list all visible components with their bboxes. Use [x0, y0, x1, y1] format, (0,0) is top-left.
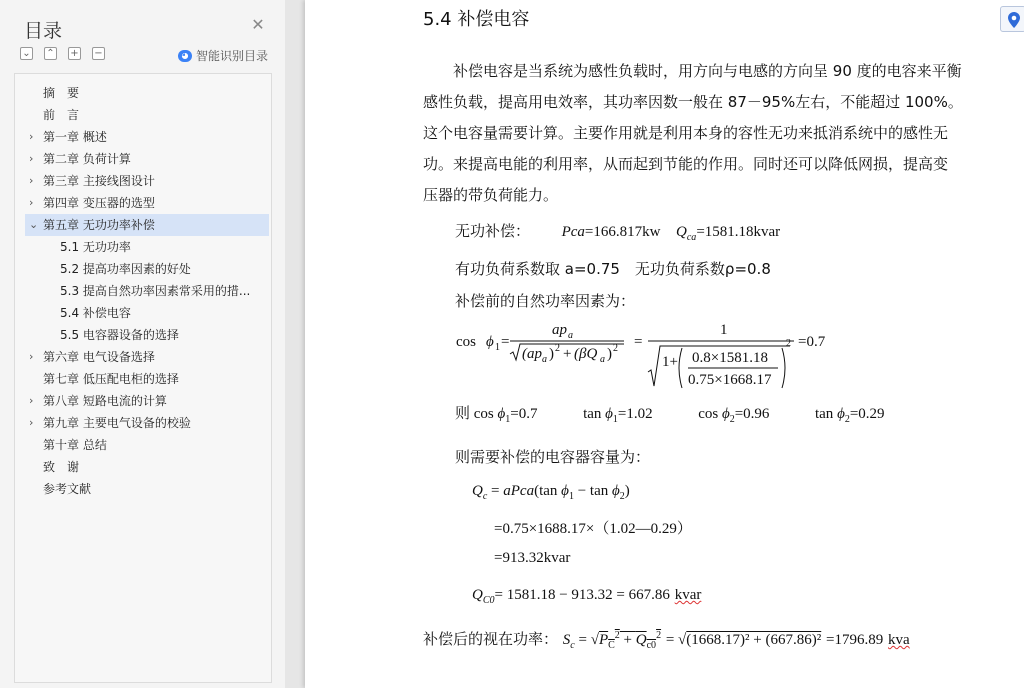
frac-denominator: 0.75×1668.17	[688, 372, 772, 388]
toc-item-label: 第六章 电气设备选择	[43, 350, 155, 364]
body-paragraph-line: 补偿电容是当系统为感性负载时，用方向与电感的方向呈 90 度的电容来平衡	[423, 62, 962, 80]
toc-toolbar	[20, 47, 105, 60]
toc-item-label: 第九章 主要电气设备的校验	[43, 416, 191, 430]
apparent-unit: kva	[888, 632, 910, 648]
svg-text:+: +	[563, 346, 572, 362]
cos1-value: =0.7	[510, 406, 538, 422]
toc-item-label: 5.1 无功功率	[60, 240, 131, 254]
svg-text:): )	[607, 346, 612, 362]
toc-item-label: 前 言	[43, 108, 80, 122]
toc-item[interactable]	[25, 148, 269, 170]
toc-item[interactable]	[25, 456, 269, 478]
toc-item-label: 5.2 提高功率因素的好处	[60, 262, 191, 276]
apparent-radicand: (1668.17)² + (667.86)²	[686, 632, 822, 648]
toc-title: 目录	[24, 20, 63, 42]
toc-item-label: 5.4 补偿电容	[60, 306, 131, 320]
svg-text:a: a	[542, 354, 547, 365]
location-pin-icon[interactable]	[1000, 6, 1024, 32]
svg-text:a: a	[568, 330, 573, 341]
chevron-right-icon[interactable]: ›	[29, 196, 34, 209]
toc-item-label: 摘 要	[43, 86, 80, 100]
add-heading-icon[interactable]: +	[68, 47, 81, 60]
pca-value: =166.817kw	[584, 224, 661, 240]
toc-item-label: 第三章 主接线图设计	[43, 174, 155, 188]
expand-all-icon[interactable]: ⌃	[44, 47, 57, 60]
toc-item-label: 5.3 提高自然功率因素常采用的措...	[60, 284, 251, 298]
toc-item[interactable]	[25, 104, 269, 126]
toc-item[interactable]	[25, 324, 269, 346]
qca-value: =1581.18kvar	[696, 224, 781, 240]
collapse-all-icon[interactable]: ⌄	[20, 47, 33, 60]
toc-item[interactable]	[25, 192, 269, 214]
toc-item[interactable]	[25, 258, 269, 280]
svg-text:): )	[549, 346, 554, 362]
svg-text:2: 2	[786, 338, 791, 349]
frac-numerator: 0.8×1581.18	[692, 350, 768, 366]
section-heading: 5.4 补偿电容	[423, 9, 530, 30]
cos-phi-formula	[452, 316, 852, 394]
toc-item[interactable]	[25, 302, 269, 324]
toc-item[interactable]	[25, 170, 269, 192]
toc-sidebar	[0, 0, 285, 688]
toc-item-label: 第一章 概述	[43, 130, 107, 144]
svg-text:=: =	[634, 334, 643, 350]
tan2-value: =0.29	[849, 406, 885, 422]
then-prefix: 则	[455, 404, 471, 422]
svg-text:(ap: (ap	[522, 346, 542, 362]
toc-item[interactable]	[25, 214, 269, 236]
toc-item-label: 参考文献	[43, 482, 92, 496]
qc0-unit: kvar	[674, 587, 702, 603]
svg-text:=: =	[501, 334, 510, 350]
calc-line-2: =913.32kvar	[494, 550, 571, 566]
toc-item[interactable]	[25, 82, 269, 104]
smart-toc-label: 智能识别目录	[196, 49, 269, 63]
chevron-right-icon[interactable]: ›	[29, 394, 34, 407]
svg-text:ϕ: ϕ	[486, 334, 494, 350]
capacitor-capacity-label: 则需要补偿的电容器容量为：	[455, 448, 651, 466]
svg-text:2: 2	[555, 343, 560, 354]
chevron-right-icon[interactable]: ›	[29, 130, 34, 143]
chevron-right-icon[interactable]: ›	[29, 152, 34, 165]
svg-text:ap: ap	[552, 322, 567, 338]
toc-item-label: 第八章 短路电流的计算	[43, 394, 167, 408]
toc-item[interactable]	[25, 126, 269, 148]
svg-text:1: 1	[720, 322, 728, 338]
svg-text:1: 1	[495, 342, 500, 353]
toc-item[interactable]	[25, 390, 269, 412]
toc-item[interactable]	[25, 346, 269, 368]
apparent-result: =1796.89	[826, 632, 884, 648]
natural-pf-label: 补偿前的自然功率因素为：	[455, 292, 636, 310]
toc-item[interactable]	[25, 236, 269, 258]
toc-item[interactable]	[25, 280, 269, 302]
apparent-label: 补偿后的视在功率：	[423, 630, 559, 648]
calc-line-1: =0.75×1688.17×（1.02—0.29）	[494, 521, 692, 537]
svg-text:2: 2	[613, 343, 618, 354]
svg-text:cos: cos	[456, 334, 476, 350]
chevron-down-icon[interactable]: ⌄	[29, 218, 39, 231]
load-coefficient-line: 有功负荷系数取 a=0.75 无功负荷系数ρ=0.8	[455, 260, 771, 278]
reactive-compensation-line: 无功补偿： Pca=166.817kw $Q_{ca}=1581.18kvar$	[455, 222, 781, 243]
chevron-right-icon[interactable]: ›	[29, 350, 34, 363]
body-paragraph-line: 这个电容量需要计算。主要作用就是利用本身的容性无功来抵消系统中的感性无	[423, 124, 949, 142]
phi-values-line: 则 $\cos \phi_1=0.7$ $\tan \phi_1=1.02$ $\cos \phi_2=0.96$ $\tan \phi_2=0.29$	[455, 404, 885, 425]
toc-item-label: 第四章 变压器的选型	[43, 196, 155, 210]
reactive-label: 无功补偿：	[455, 222, 531, 240]
chevron-right-icon[interactable]: ›	[29, 174, 34, 187]
qc-formula: $Q_c$ = aPca(tan $\phi_1 - \tan \phi_2$)	[472, 483, 630, 502]
close-icon[interactable]: ✕	[251, 15, 265, 34]
svg-text:1+: 1+	[662, 354, 678, 370]
chevron-right-icon[interactable]: ›	[29, 416, 34, 429]
cos2-value: =0.96	[734, 406, 770, 422]
qc0-expression: = 1581.18 − 913.32 = 667.86	[494, 587, 670, 603]
body-paragraph-line: 感性负载，提高用电效率，其功率因数一般在 87－95%左右，不能超过 100%。	[423, 93, 963, 111]
smart-toc-button[interactable]	[178, 47, 268, 64]
svg-text:(βQ: (βQ	[574, 346, 598, 362]
toc-item[interactable]	[25, 412, 269, 434]
cos-result: =0.7	[798, 334, 826, 350]
toc-panel	[14, 73, 272, 683]
toc-item-label: 第二章 负荷计算	[43, 152, 131, 166]
toc-item-label: 第七章 低压配电柜的选择	[43, 372, 179, 386]
toc-item[interactable]	[25, 478, 269, 500]
qc0-formula: $Q_{C0}= 1581.18 - 913.32 = 667.86$ kvar	[472, 587, 702, 606]
toc-item-label: 第十章 总结	[43, 438, 107, 452]
body-paragraph-line: 功。来提高电能的利用率，从而起到节能的作用。同时还可以降低网损，提高变	[423, 155, 949, 173]
toc-item-label: 致 谢	[43, 460, 80, 474]
toc-item-label: 第五章 无功功率补偿	[43, 218, 155, 232]
svg-text:a: a	[600, 354, 605, 365]
body-paragraph-line: 压器的带负荷能力。	[423, 186, 559, 204]
toc-item[interactable]	[25, 368, 269, 390]
ai-icon: ◕	[178, 50, 192, 62]
toc-item[interactable]	[25, 434, 269, 456]
remove-heading-icon[interactable]: −	[92, 47, 105, 60]
toc-item-label: 5.5 电容器设备的选择	[60, 328, 179, 342]
apparent-power-line: 补偿后的视在功率： $S_c = √P_C^2 + Q_{c0}^2 = √(1668.17)^2 + (667.86)^2 =1796.89$ kva	[423, 630, 910, 651]
toc-list	[25, 82, 269, 500]
tan1-value: =1.02	[617, 406, 653, 422]
